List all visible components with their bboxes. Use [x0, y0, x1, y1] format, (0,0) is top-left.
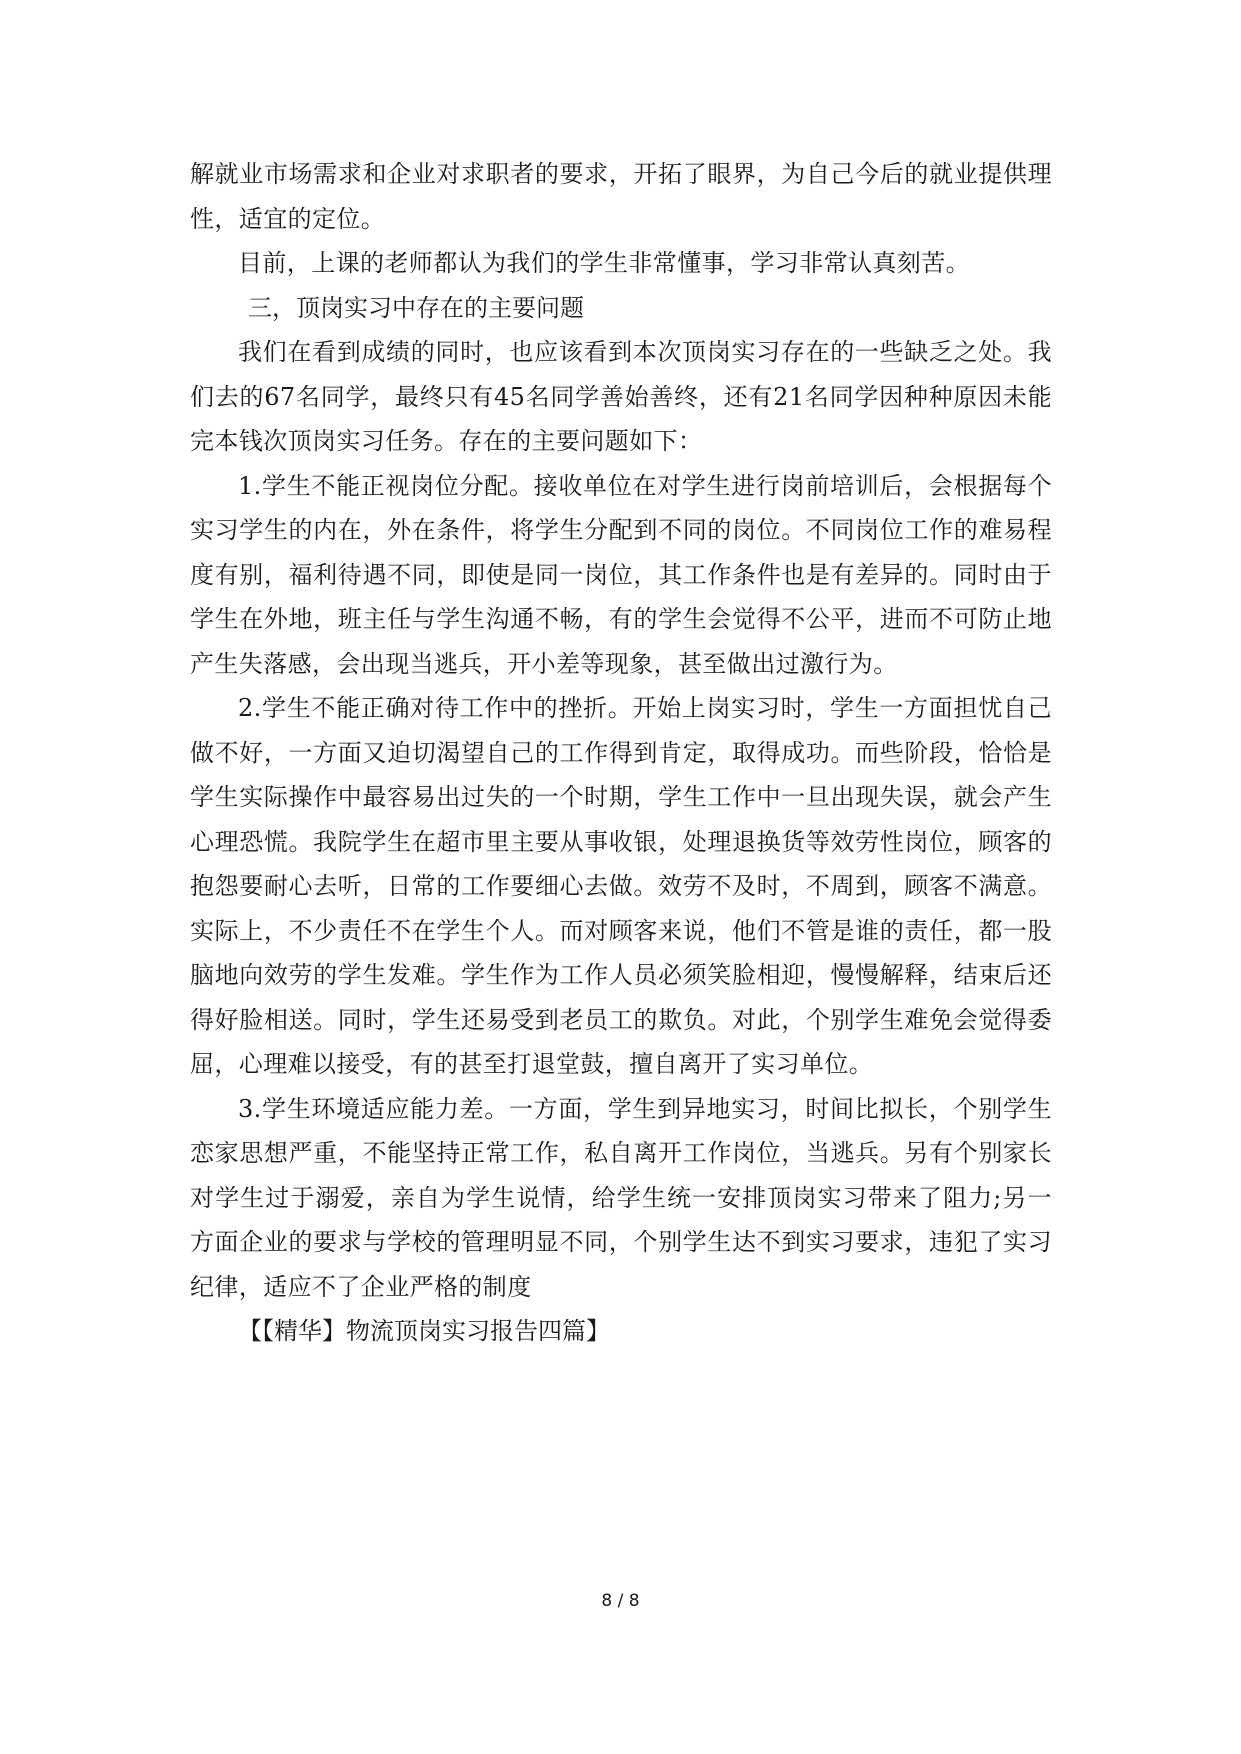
paragraph-problem-3: 3.学生环境适应能力差。一方面，学生到异地实习，时间比拟长，个别学生恋家思想严重，不能坚持正常工作，私自离开工作岗位，当逃兵。另有个别家长对学生过于溺爱，亲自为学生说情，给学生统一安排顶岗实习带来了阻力;另一方面企业的要求与学校的管理明显不同，个别学生达不到实习要求，违犯了实习纪律，适应不了企业严格的制度 — [190, 1094, 1052, 1301]
paragraph-problem-2: 2.学生不能正确对待工作中的挫折。开始上岗实习时，学生一方面担忧自己做不好，一方面又迫切渴望自己的工作得到肯定，取得成功。而些阶段，恰恰是学生实际操作中最容易出过失的一个时期，学生工作中一旦出现失误，就会产生心理恐慌。我院学生在超市里主要从事收银，处理退换货等效劳性岗位，顾客的抱怨要耐心去听，日常的工作要细心去做。效劳不及时，不周到，顾客不满意。实际上，不少责任不在学生个人。而对顾客来说，他们不管是谁的责任，都一股脑地向效劳的学生发难。学生作为工作人员必须笑脸相迎，慢慢解释，结束后还得好脸相送。同时，学生还易受到老员工的欺负。对此，个别学生难免会觉得委屈，心理难以接受，有的甚至打退堂鼓，擅自离开了实习单位。 — [190, 694, 1052, 1078]
document-body — [190, 152, 1052, 1354]
page-number: 8 / 8 — [601, 1591, 640, 1611]
section-heading-main-problems: 三，顶岗实习中存在的主要问题 — [248, 293, 584, 322]
closing-title: 【【精华】物流顶岗实习报告四篇】 — [238, 1317, 610, 1345]
paragraph-problem-1: 1.学生不能正视岗位分配。接收单位在对学生进行岗前培训后，会根据每个实习学生的内在，外在条件，将学生分配到不同的岗位。不同岗位工作的难易程度有别，福利待遇不同，即使是同一岗位，其工作条件也是有差异的。同时由于学生在外地，班主任与学生沟通不畅，有的学生会觉得不公平，进而不可防止地产生失落感，会出现当逃兵，开小差等现象，甚至做出过激行为。 — [190, 471, 1052, 678]
paragraph-employment-positioning: 解就业市场需求和企业对求职者的要求，开拓了眼界，为自己今后的就业提供理性，适宜的定位。 — [190, 160, 1052, 233]
paragraph-problems-overview: 我们在看到成绩的同时，也应该看到本次顶岗实习存在的一些缺乏之处。我们去的67名同学，最终只有45名同学善始善终，还有21名同学因种种原因未能完本钱次顶岗实习任务。存在的主要问题如下： — [190, 338, 1052, 455]
paragraph-teacher-feedback: 目前，上课的老师都认为我们的学生非常懂事，学习非常认真刻苦。 — [238, 249, 970, 277]
